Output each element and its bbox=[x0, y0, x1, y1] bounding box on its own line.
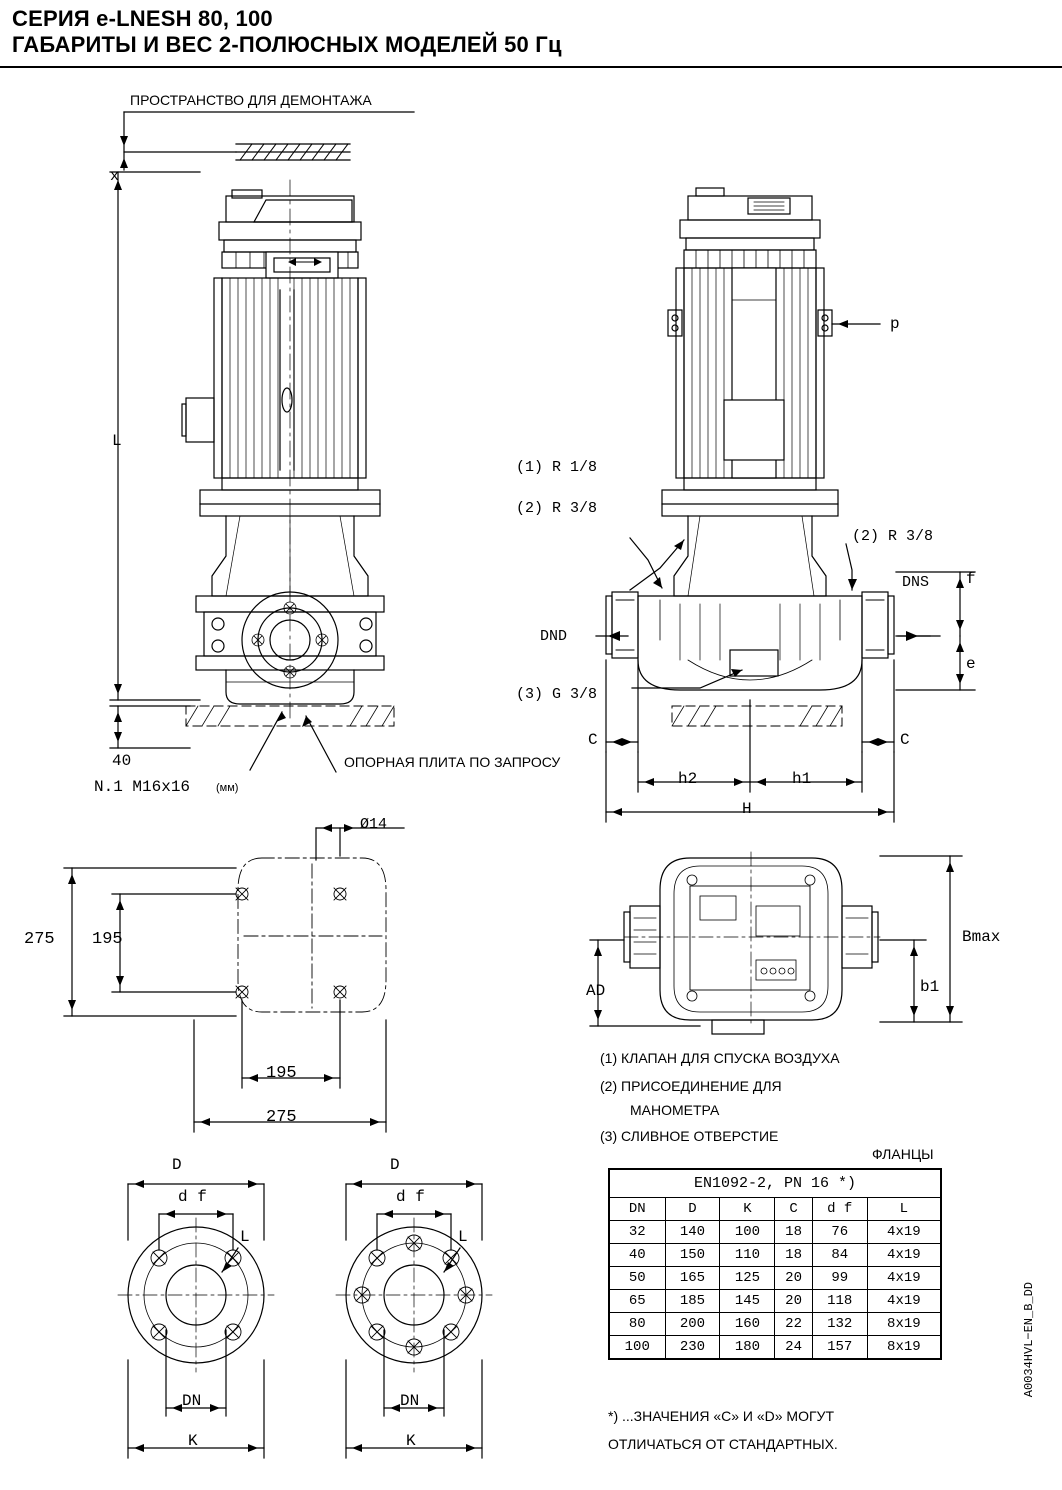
label-flange1-df: d f bbox=[178, 1188, 207, 1206]
label-flange1-K: K bbox=[188, 1432, 198, 1450]
cell-d: 185 bbox=[665, 1290, 720, 1313]
cell-d: 140 bbox=[665, 1221, 720, 1244]
label-flanges: ФЛАНЦЫ bbox=[872, 1146, 934, 1162]
cell-l: 4x19 bbox=[867, 1244, 941, 1267]
label-C-left: C bbox=[588, 731, 598, 749]
label-x: x bbox=[110, 168, 120, 185]
table-footnote-line2: ОТЛИЧАТЬСЯ ОТ СТАНДАРТНЫХ. bbox=[608, 1436, 838, 1452]
cell-l: 4x19 bbox=[867, 1290, 941, 1313]
cell-c: 24 bbox=[775, 1336, 812, 1360]
label-g38: (3) G 3/8 bbox=[516, 686, 598, 703]
label-e: e bbox=[966, 655, 976, 673]
col-header-c: C bbox=[775, 1198, 812, 1221]
label-r18: (1) R 1/8 bbox=[516, 459, 598, 476]
cell-k: 100 bbox=[720, 1221, 775, 1244]
page-title-line2: ГАБАРИТЫ И ВЕС 2-ПОЛЮСНЫХ МОДЕЛЕЙ 50 Гц bbox=[12, 32, 562, 57]
flange-table-caption: EN1092-2, PN 16 *) bbox=[609, 1169, 941, 1198]
note-2a: (2) ПРИСОЕДИНЕНИЕ ДЛЯ bbox=[600, 1078, 782, 1094]
label-275-horizontal: 275 bbox=[266, 1108, 297, 1127]
label-flange2-D: D bbox=[390, 1156, 400, 1174]
table-row bbox=[609, 1313, 941, 1336]
label-195-vertical: 195 bbox=[92, 930, 123, 949]
label-275-vertical: 275 bbox=[24, 930, 55, 949]
note-3: (3) СЛИВНОЕ ОТВЕРСТИЕ bbox=[600, 1128, 779, 1144]
label-40: 40 bbox=[112, 752, 132, 770]
cell-l: 8x19 bbox=[867, 1313, 941, 1336]
cell-df: 157 bbox=[812, 1336, 867, 1360]
table-row bbox=[609, 1336, 941, 1360]
table-row bbox=[609, 1244, 941, 1267]
label-baseplate: ОПОРНАЯ ПЛИТА ПО ЗАПРОСУ bbox=[344, 754, 561, 770]
table-header-row bbox=[609, 1198, 941, 1221]
cell-k: 110 bbox=[720, 1244, 775, 1267]
label-flange2-DN: DN bbox=[400, 1392, 420, 1410]
document-code: A0034HVL−EN_B_DD bbox=[1022, 1282, 1036, 1398]
label-p: p bbox=[890, 315, 900, 333]
label-anchor: N.1 M16x16 bbox=[94, 778, 191, 796]
table-row bbox=[609, 1221, 941, 1244]
cell-d: 200 bbox=[665, 1313, 720, 1336]
cell-d: 150 bbox=[665, 1244, 720, 1267]
label-r38-left: (2) R 3/8 bbox=[516, 500, 598, 517]
label-DND: DND bbox=[540, 628, 568, 645]
table-caption-row bbox=[609, 1169, 941, 1198]
note-2b: МАНОМЕТРА bbox=[630, 1102, 720, 1118]
label-b1: b1 bbox=[920, 978, 940, 996]
cell-dn: 32 bbox=[609, 1221, 665, 1244]
label-r38-right: (2) R 3/8 bbox=[852, 528, 934, 545]
note-1: (1) КЛАПАН ДЛЯ СПУСКА ВОЗДУХА bbox=[600, 1050, 840, 1066]
cell-l: 8x19 bbox=[867, 1336, 941, 1360]
cell-d: 230 bbox=[665, 1336, 720, 1360]
cell-dn: 65 bbox=[609, 1290, 665, 1313]
cell-k: 160 bbox=[720, 1313, 775, 1336]
col-header-dn: DN bbox=[609, 1198, 665, 1221]
cell-k: 145 bbox=[720, 1290, 775, 1313]
label-f: f bbox=[966, 570, 976, 588]
cell-c: 22 bbox=[775, 1313, 812, 1336]
label-195-horizontal: 195 bbox=[266, 1064, 297, 1083]
label-flange1-D: D bbox=[172, 1156, 182, 1174]
label-flange1-L: L bbox=[240, 1228, 250, 1246]
label-hole-dia: Ø14 bbox=[360, 816, 388, 833]
label-dismantling-space: ПРОСТРАНСТВО ДЛЯ ДЕМОНТАЖА bbox=[130, 92, 372, 108]
cell-df: 84 bbox=[812, 1244, 867, 1267]
label-H: H bbox=[742, 800, 752, 818]
cell-c: 20 bbox=[775, 1290, 812, 1313]
label-flange2-K: K bbox=[406, 1432, 416, 1450]
cell-dn: 40 bbox=[609, 1244, 665, 1267]
label-AD: AD bbox=[586, 982, 606, 1000]
label-anchor-unit: (мм) bbox=[216, 782, 239, 794]
col-header-df: d f bbox=[812, 1198, 867, 1221]
label-flange1-DN: DN bbox=[182, 1392, 202, 1410]
cell-d: 165 bbox=[665, 1267, 720, 1290]
cell-df: 118 bbox=[812, 1290, 867, 1313]
label-flange2-L: L bbox=[458, 1228, 468, 1246]
label-h2: h2 bbox=[678, 770, 698, 788]
table-row bbox=[609, 1290, 941, 1313]
cell-dn: 80 bbox=[609, 1313, 665, 1336]
cell-df: 99 bbox=[812, 1267, 867, 1290]
cell-k: 180 bbox=[720, 1336, 775, 1360]
label-flange2-df: d f bbox=[396, 1188, 425, 1206]
cell-dn: 50 bbox=[609, 1267, 665, 1290]
cell-l: 4x19 bbox=[867, 1267, 941, 1290]
table-footnote-line1: *) ...ЗНАЧЕНИЯ «C» И «D» МОГУТ bbox=[608, 1408, 834, 1424]
cell-l: 4x19 bbox=[867, 1221, 941, 1244]
cell-k: 125 bbox=[720, 1267, 775, 1290]
cell-df: 76 bbox=[812, 1221, 867, 1244]
cell-dn: 100 bbox=[609, 1336, 665, 1360]
label-h1: h1 bbox=[792, 770, 812, 788]
col-header-l: L bbox=[867, 1198, 941, 1221]
label-C-right: C bbox=[900, 731, 910, 749]
label-Bmax: Bmax bbox=[962, 928, 1001, 946]
cell-c: 18 bbox=[775, 1221, 812, 1244]
table-row bbox=[609, 1267, 941, 1290]
cell-df: 132 bbox=[812, 1313, 867, 1336]
cell-c: 18 bbox=[775, 1244, 812, 1267]
page-title-line1: СЕРИЯ e-LNESH 80, 100 bbox=[12, 6, 273, 31]
col-header-d: D bbox=[665, 1198, 720, 1221]
col-header-k: K bbox=[720, 1198, 775, 1221]
flange-table bbox=[608, 1168, 942, 1360]
label-DNS: DNS bbox=[902, 574, 930, 591]
label-L: L bbox=[112, 432, 122, 450]
cell-c: 20 bbox=[775, 1267, 812, 1290]
